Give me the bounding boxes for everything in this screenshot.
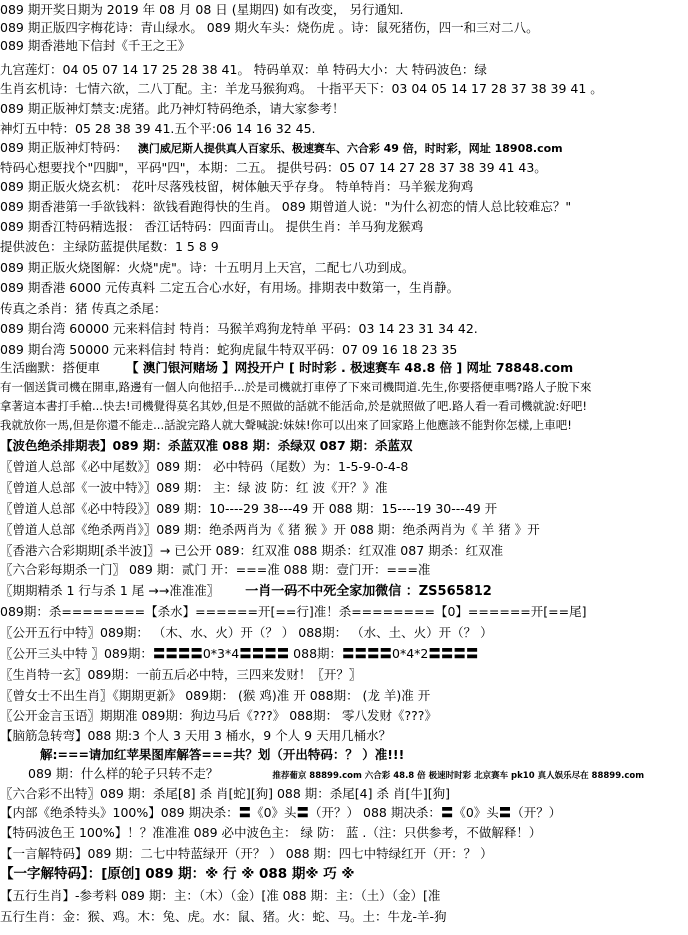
story-line-2: 拿著這本書打手槍...快去!司機覺得莫名其妙,但是不照做的話就不能活命,於是就照做了吧.路人看一看司機就說:好吧! bbox=[0, 399, 588, 413]
brain-teaser-row: 【脑筋急转弯】088 期:3 个人 3 天用 3 桶水，9 个人 9 天用几桶水？ bbox=[0, 728, 392, 743]
lamp-code-line bbox=[0, 139, 688, 156]
taiwan-60000-line: 089 期台湾 60000 元来料信封 特肖：马猴羊鸡狗龙特单 平码：03 14 23 31 34 42. bbox=[0, 321, 478, 336]
hk-letter-line: 089 期香港地下信封《千王之王》 bbox=[0, 38, 191, 53]
hk-river-line: 089 期香江特码精选报： 香江话特码：四面青山。 提供生肖：羊马狗龙猴鸡 bbox=[0, 219, 424, 234]
wheel-question-line bbox=[0, 765, 688, 782]
four-feet-line: 特码心想要找个"四脚"，平码"四"，本期：二五。 提供号码：05 07 14 27 28 37 38 39 41 43。 bbox=[0, 160, 547, 175]
five-element-zodiac-row: 【五行生肖】-参考料 089 期：主：（木）（金）[准 088 期：主：（土）（金）[准 bbox=[0, 888, 441, 903]
golden-words-row: 〖公开金言玉语〗期期准 089期：狗边马后《???》 088期： 零八发财《???》 bbox=[0, 708, 437, 723]
teaser-answer-row: 解:===请加红苹果图库解答===共？划（开出特码：？ ）准!!! bbox=[40, 747, 405, 762]
fax-kill-line: 传真之杀肖：猪 传真之杀尾： bbox=[0, 301, 167, 316]
wave-kill-row: 【波色绝杀排期表】089 期：杀蓝双准 088 期：杀绿双 087 期：杀蓝双 bbox=[0, 438, 413, 453]
nine-palace-line: 九宫莲灯：04 05 07 14 17 25 28 38 41。 特码单双：单 特码大小：大 特码波色：绿 bbox=[0, 62, 487, 77]
wave-color-line: 提供波色：主绿防蓝提供尾数：1 5 8 9 bbox=[0, 239, 219, 254]
one-wave-row: 〖曾道人总部《一波中特》〗089 期： 主：绿 波 防：红 波《开？》准 bbox=[0, 480, 388, 495]
must-tail-row: 〖曾道人总部《必中尾数》〗089 期： 必中特码（尾数）为：1-5-9-0-4-8 bbox=[0, 459, 409, 474]
draw-date-line: 089 期开奖日期为 2019 年 08 月 08 日 (星期四) 如有改变， 另行通知. bbox=[0, 2, 404, 17]
story-line-3: 我就放你一馬,但是你還不能走...話說完路人就大聲喊說:妹妹!你可以出來了回家路上他應該不能對你怎樣,上車吧! bbox=[0, 418, 572, 432]
first-hand-line: 089 期香港第一手欲钱料：欲钱看跑得快的生肖。 089 期曾道人说："为什么初恋的情人总比较难忘？" bbox=[0, 199, 572, 214]
lamp-five-line: 神灯五中特：05 28 38 39 41.五个平:06 14 16 32 45. bbox=[0, 121, 316, 136]
ad-galaxy[interactable]: 【 澳门银河赌场 】网投开户 [ 时时彩 . 极速赛车 48.8 倍 ] 网址 78848.com bbox=[126, 360, 574, 375]
kill-two-row: 〖曾道人总部《绝杀两肖》〗089 期：绝杀两肖为《 猪 猴 》开 088 期：绝杀两肖为《 羊 猪 》开 bbox=[0, 522, 540, 537]
kill-water-row: 089期：杀========【杀水】======开[==行]准！杀========【0】======开[==尾] bbox=[0, 604, 587, 619]
plum-poem-line: 089 期正版四字梅花诗：青山绿水。 089 期火车头：烧伤虎 。诗：鼠死猪伤，四一和三对二八。 bbox=[0, 20, 539, 35]
three-heads-row: 〖公开三头中特 〗089期：〓〓〓〓0*3*4〓〓〓〓 088期：〓〓〓〓0*4*2〓〓〓〓 bbox=[0, 646, 479, 661]
lamp-ban-line: 089 期正版神灯禁支:虎猪。此乃神灯特码绝杀，请大家参考！ bbox=[0, 101, 345, 116]
wheel-question: 089 期：什么样的轮子只转不走？ bbox=[28, 766, 219, 781]
humor-line bbox=[0, 359, 688, 376]
five-element-list-row: 五行生肖：金：猴、鸡。木：兔、虎。水：鼠、猪。火：蛇、马。土：牛龙-羊-狗 bbox=[0, 909, 447, 924]
special-segment-row: 〖曾道人总部《必中特段》〗089 期：10----29 38---49 开 088 期：15----19 30---49 开 bbox=[0, 501, 498, 516]
one-char-code-row: 【一字解特码】：[原创] 089 期：※ 行 ※ 088 期※ 巧 ※ bbox=[0, 866, 355, 882]
fire-diagram-line: 089 期正版火烧图解：火烧"虎"。诗：十五明月上天宫，二配七八功到成。 bbox=[0, 260, 415, 275]
kill-half-wave-row: 〖香港六合彩期期[杀半波]〗→ 已公开 089：红双准 088 期杀：红双准 087 期杀：红双准 bbox=[0, 543, 504, 558]
kill-one-gate-row: 〖六合彩每期杀一门〗 089 期：贰门 开：===准 088 期：壹门开：===准 bbox=[0, 562, 431, 577]
five-elements-row: 〖公开五行中特〗089期： （木、水、火）开（？ ） 088期： （水、土、火）开（？ ） bbox=[0, 625, 493, 640]
fax-6000-line: 089 期香港 6000 元传真料 二定五合心水好，有用场。排期表中数第一，生肖静。 bbox=[0, 280, 460, 295]
one-word-code-row: 【一言解特码】089 期：二七中特蓝绿开（开？ ） 088 期：四七中特绿红开（开：？ ） bbox=[0, 846, 493, 861]
kill-row-line-and-ad bbox=[0, 582, 688, 599]
ad-wechat[interactable]: 一肖一码不中死全家加微信 ：ZS565812 bbox=[245, 584, 492, 599]
story-line-1: 有一個送貨司機在開車,路邊有一個人向他招手...於是司機就打車停了下來司機問道.先生,你要搭便車嗎?路人子脫下來 bbox=[0, 380, 592, 394]
ad-lisboa[interactable]: 推荐葡京 88899.com 六合彩 48.8 倍 极速时时彩 北京赛车 pk10 真人娱乐尽在 88899.com bbox=[272, 771, 645, 781]
wave-king-row: 【特码波色王 100%】！？准准准 089 必中波色主： 绿 防： 蓝 .（注：只供参考，不做解释！） bbox=[0, 825, 542, 840]
zodiac-poem-line: 生肖玄机诗：七情六欲，二八丁配。主：羊龙马猴狗鸡。 十指平天下：03 04 05 14 17 28 37 38 39 41 。 bbox=[0, 81, 603, 96]
ad-venetian[interactable]: 澳门威尼斯人提供真人百家乐、极速赛车、六合彩 49 倍，时时彩，网址 18908.com bbox=[137, 142, 563, 155]
taiwan-50000-line: 089 期台湾 50000 元来料信封 特肖：蛇狗虎鼠牛特双平码：07 09 16 18 23 35 bbox=[0, 342, 458, 357]
lamp-code-label: 089 期正版神灯特码： bbox=[0, 140, 128, 155]
kill-row-label: 〖期期精杀 1 行与杀 1 尾 →→准准准〗 bbox=[0, 583, 220, 598]
zodiac-mystery-row: 〖生肖特一玄〗089期：一前五后必中特，三四来发财！〖开？〗 bbox=[0, 667, 362, 682]
fire-mystery-line: 089 期正版火烧玄机： 花叶尽落残枝留，树体触天乎存身。 特单特肖：马羊猴龙狗鸡 bbox=[0, 179, 474, 194]
ms-no-zodiac-row: 〖曾女士不出生肖〗《期期更新》 089期： (猴 鸡)准 开 088期： (龙 羊)准 开 bbox=[0, 688, 431, 703]
humor-title: 生活幽默：搭便車 bbox=[0, 360, 101, 375]
no-special-row: 〖六合彩不出特〗089 期：杀尾[8] 杀 肖[蛇][狗] 088 期：杀尾[4] 杀 肖[牛][狗] bbox=[0, 786, 450, 801]
inner-kill-head-row: 【内部《绝杀特头》100%】089 期决杀：〓《0》头〓（开？） 088 期决杀：〓《0》头〓（开？） bbox=[0, 805, 562, 820]
